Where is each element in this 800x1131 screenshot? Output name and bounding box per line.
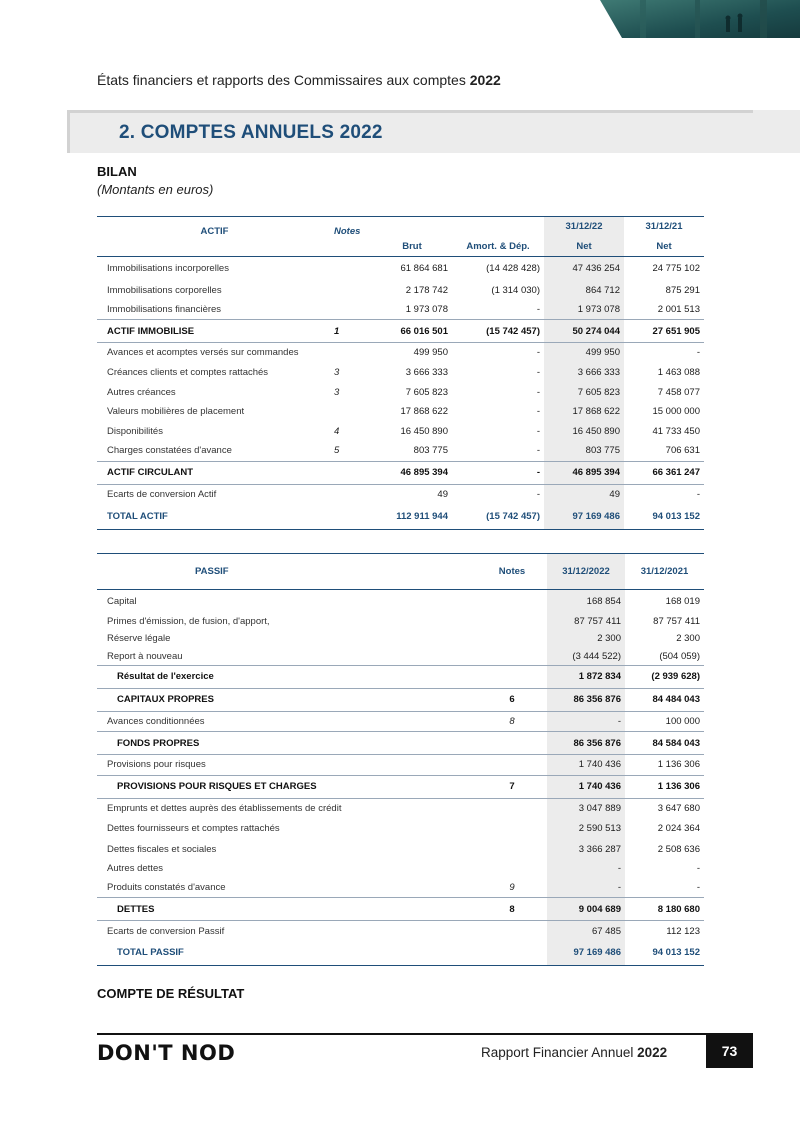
row-label: Provisions pour risques	[107, 759, 206, 771]
spacer	[97, 237, 332, 257]
row-net-current: 17 868 622	[544, 402, 624, 422]
actif-row	[97, 441, 704, 461]
actif-header-row-top	[97, 217, 704, 237]
row-net-previous: 706 631	[665, 445, 700, 457]
row-brut: 61 864 681	[400, 263, 448, 275]
actif-header-date-current: 31/12/22	[544, 217, 624, 237]
row-net-previous: 1 136 306	[657, 759, 700, 771]
section-header-bar	[67, 110, 800, 153]
row-net-current: 7 605 823	[544, 382, 624, 402]
passif-row	[97, 819, 704, 840]
actif-row	[97, 484, 704, 504]
row-notes	[332, 281, 372, 301]
row-label: TOTAL ACTIF	[107, 510, 168, 522]
row-net-current: 97 169 486	[544, 504, 624, 530]
row-net-previous: 84 484 043	[625, 688, 704, 711]
row-notes: 8	[477, 898, 547, 921]
passif-row	[97, 775, 704, 798]
passif-header-date-previous: 31/12/2021	[640, 566, 689, 577]
actif-header-net-previous: Net	[656, 240, 672, 252]
row-net-current: 1 740 436	[547, 775, 625, 798]
row-label: ACTIF IMMOBILISE	[97, 320, 332, 343]
company-logo: DON'T NOD	[97, 1041, 236, 1065]
row-net-previous: 3 647 680	[657, 803, 700, 814]
row-net-previous: (504 059)	[659, 650, 700, 662]
row-net-previous: 94 013 152	[652, 510, 700, 522]
passif-row	[97, 877, 704, 898]
row-label: PROVISIONS POUR RISQUES ET CHARGES	[97, 775, 477, 798]
row-amort: (15 742 457)	[452, 320, 544, 343]
actif-row	[97, 257, 704, 281]
row-net-current: 3 366 287	[547, 839, 625, 860]
passif-row	[97, 590, 704, 613]
row-net-current: 168 854	[547, 590, 625, 613]
actif-header-amort: Amort. & Dép.	[466, 240, 530, 252]
row-net-current: 86 356 876	[547, 732, 625, 755]
row-label: Immobilisations incorporelles	[107, 263, 229, 275]
row-notes	[477, 798, 547, 819]
row-net-current: 16 450 890	[544, 422, 624, 442]
row-net-current: -	[547, 860, 625, 878]
row-net-current: -	[547, 711, 625, 732]
row-notes: 3	[334, 366, 340, 378]
document-header-title: États financiers et rapports des Commissaires aux comptes	[97, 72, 466, 88]
row-notes	[477, 665, 547, 688]
row-notes	[332, 461, 372, 484]
passif-table	[97, 553, 704, 966]
row-notes	[477, 941, 547, 965]
row-amort: -	[536, 304, 540, 316]
row-net-previous: 84 584 043	[625, 732, 704, 755]
actif-header-row-bottom	[97, 237, 704, 257]
passif-header-label: PASSIF	[195, 566, 229, 577]
row-brut: 17 868 622	[400, 406, 448, 418]
row-net-current: 87 757 411	[547, 613, 625, 631]
row-notes	[332, 402, 372, 422]
passif-header-date-current: 31/12/2022	[547, 554, 625, 590]
passif-row	[97, 755, 704, 776]
row-notes: 9	[509, 881, 515, 893]
row-amort: -	[536, 445, 540, 457]
bilan-subtitle: (Montants en euros)	[97, 182, 214, 197]
row-label: Dettes fiscales et sociales	[107, 843, 217, 855]
row-notes: 7	[477, 775, 547, 798]
row-net-previous: -	[696, 347, 700, 359]
row-amort: -	[536, 366, 540, 378]
row-brut: 49	[437, 488, 448, 500]
spacer	[452, 217, 544, 237]
row-net-previous: 87 757 411	[653, 615, 700, 627]
actif-header-label: ACTIF	[200, 225, 229, 237]
row-net-previous: 66 361 247	[624, 461, 704, 484]
row-notes: 8	[509, 715, 515, 727]
row-notes	[477, 819, 547, 840]
row-label: Réserve légale	[107, 633, 171, 645]
row-brut: 1 973 078	[405, 304, 448, 316]
row-net-current: 1 973 078	[544, 300, 624, 320]
actif-row	[97, 320, 704, 343]
row-net-current: 9 004 689	[547, 898, 625, 921]
row-net-previous: 875 291	[665, 284, 700, 296]
row-net-previous: 41 733 450	[652, 425, 700, 437]
row-net-current: 3 047 889	[547, 798, 625, 819]
row-net-previous: 1 463 088	[657, 366, 700, 378]
row-net-current: 47 436 254	[544, 257, 624, 281]
row-label: Autres créances	[107, 386, 176, 398]
actif-row	[97, 422, 704, 442]
row-notes: 6	[477, 688, 547, 711]
row-notes	[477, 755, 547, 776]
row-label: Emprunts et dettes auprès des établissements de crédit	[107, 803, 342, 814]
row-net-current: 864 712	[544, 281, 624, 301]
actif-row	[97, 461, 704, 484]
row-label: Primes d'émission, de fusion, d'apport,	[107, 615, 270, 627]
row-notes	[332, 504, 372, 530]
actif-row	[97, 402, 704, 422]
row-net-previous: -	[696, 881, 700, 893]
row-label: CAPITAUX PROPRES	[97, 688, 477, 711]
row-notes	[477, 590, 547, 613]
row-net-previous: (2 939 628)	[625, 665, 704, 688]
row-net-previous: 7 458 077	[657, 386, 700, 398]
passif-row	[97, 665, 704, 688]
row-label: ACTIF CIRCULANT	[97, 461, 332, 484]
row-brut: 803 775	[413, 445, 448, 457]
row-net-previous: 27 651 905	[624, 320, 704, 343]
row-net-current: 1 872 834	[547, 665, 625, 688]
actif-header-net-current: Net	[544, 237, 624, 257]
actif-row	[97, 300, 704, 320]
row-brut: 499 950	[413, 347, 448, 359]
actif-row	[97, 363, 704, 383]
row-label: Résultat de l'exercice	[97, 665, 477, 688]
row-amort: -	[536, 406, 540, 418]
row-amort: (1 314 030)	[491, 284, 540, 296]
row-net-previous: 24 775 102	[652, 263, 700, 275]
row-notes: 4	[334, 425, 340, 437]
row-label: Créances clients et comptes rattachés	[107, 366, 269, 378]
row-net-previous: 94 013 152	[652, 947, 700, 959]
row-brut: 2 178 742	[405, 284, 448, 296]
passif-header-notes: Notes	[498, 566, 526, 577]
row-label: Dettes fournisseurs et comptes rattachés	[107, 823, 280, 835]
section-title: 2. COMPTES ANNUELS 2022	[119, 122, 383, 143]
row-notes	[332, 300, 372, 320]
passif-row	[97, 839, 704, 860]
passif-row	[97, 798, 704, 819]
row-net-current: 1 740 436	[547, 755, 625, 776]
row-notes	[332, 343, 372, 363]
row-notes	[477, 921, 547, 942]
row-net-current: 67 485	[547, 921, 625, 942]
row-label: Avances et acomptes versés sur commandes	[107, 347, 299, 359]
row-net-previous: 112 123	[666, 925, 700, 937]
row-net-previous: 168 019	[665, 595, 700, 607]
footer-title-year: 2022	[637, 1045, 668, 1060]
passif-row	[97, 732, 704, 755]
row-label: Charges constatées d'avance	[107, 445, 232, 457]
bilan-title: BILAN	[97, 164, 137, 179]
row-label: Autres dettes	[107, 862, 163, 874]
row-net-current: 2 590 513	[547, 819, 625, 840]
row-notes	[332, 257, 372, 281]
row-net-previous: 8 180 680	[625, 898, 704, 921]
row-net-current: 97 169 486	[547, 941, 625, 965]
spacer	[372, 217, 452, 237]
row-net-current: 499 950	[544, 343, 624, 363]
row-notes: 1	[332, 320, 372, 343]
row-notes	[477, 630, 547, 648]
row-net-current: -	[547, 877, 625, 898]
row-notes	[477, 839, 547, 860]
passif-row	[97, 860, 704, 878]
row-brut: 7 605 823	[405, 386, 448, 398]
row-net-current: 50 274 044	[544, 320, 624, 343]
passif-row	[97, 630, 704, 648]
row-net-previous: -	[696, 862, 700, 874]
row-net-previous: 2 024 364	[657, 823, 700, 835]
row-net-previous: 100 000	[665, 715, 700, 727]
footer-title	[481, 1045, 667, 1060]
header-banner-image	[600, 0, 800, 38]
row-net-previous: 2 300	[676, 633, 700, 645]
actif-row	[97, 504, 704, 530]
row-notes: 3	[334, 386, 340, 398]
row-net-current: 49	[544, 484, 624, 504]
row-amort: -	[536, 347, 540, 359]
row-net-current: 3 666 333	[544, 363, 624, 383]
row-label: Immobilisations financières	[107, 304, 222, 316]
actif-header-notes: Notes	[334, 225, 361, 237]
row-label: Ecarts de conversion Passif	[107, 925, 225, 937]
row-net-previous: 2 508 636	[657, 843, 700, 855]
row-label: Ecarts de conversion Actif	[107, 488, 217, 500]
actif-header-date-previous: 31/12/21	[645, 221, 683, 233]
row-label: Produits constatés d'avance	[107, 881, 226, 893]
passif-row	[97, 898, 704, 921]
row-label: TOTAL PASSIF	[117, 947, 184, 959]
row-brut: 3 666 333	[405, 366, 448, 378]
row-label: Capital	[107, 595, 137, 607]
row-net-current: 2 300	[547, 630, 625, 648]
actif-row	[97, 382, 704, 402]
actif-header-brut: Brut	[402, 240, 422, 252]
passif-row	[97, 921, 704, 942]
row-amort: -	[536, 425, 540, 437]
actif-row	[97, 343, 704, 363]
row-amort: -	[452, 461, 544, 484]
row-net-current: 46 895 394	[544, 461, 624, 484]
row-notes: 5	[334, 445, 340, 457]
row-label: Valeurs mobilières de placement	[107, 406, 245, 418]
footer-divider	[97, 1033, 753, 1035]
row-net-previous: -	[696, 488, 700, 500]
row-notes	[332, 484, 372, 504]
document-header	[97, 72, 501, 88]
row-label: Disponibilités	[107, 425, 163, 437]
row-amort: -	[536, 488, 540, 500]
passif-row	[97, 688, 704, 711]
row-notes	[477, 648, 547, 666]
row-label: FONDS PROPRES	[97, 732, 477, 755]
row-label: Avances conditionnées	[107, 715, 205, 727]
passif-header-row	[97, 554, 704, 590]
row-amort: -	[536, 386, 540, 398]
spacer	[332, 237, 372, 257]
row-notes	[477, 860, 547, 878]
row-net-current: 86 356 876	[547, 688, 625, 711]
passif-row	[97, 613, 704, 631]
row-notes	[477, 732, 547, 755]
footer-title-text: Rapport Financier Annuel	[481, 1045, 634, 1060]
row-amort: (15 742 457)	[486, 510, 540, 522]
row-label: DETTES	[97, 898, 477, 921]
row-notes	[477, 613, 547, 631]
actif-row	[97, 281, 704, 301]
row-net-previous: 15 000 000	[652, 406, 700, 418]
row-net-current: 803 775	[544, 441, 624, 461]
row-net-previous: 1 136 306	[625, 775, 704, 798]
row-label: Immobilisations corporelles	[107, 284, 222, 296]
row-brut: 66 016 501	[372, 320, 452, 343]
row-net-previous: 2 001 513	[657, 304, 700, 316]
document-header-year: 2022	[469, 72, 501, 88]
page-number: 73	[706, 1034, 753, 1068]
row-brut: 112 911 944	[396, 510, 448, 522]
row-brut: 46 895 394	[372, 461, 452, 484]
compte-de-resultat-title: COMPTE DE RÉSULTAT	[97, 986, 245, 1001]
row-net-current: (3 444 522)	[547, 648, 625, 666]
passif-row	[97, 648, 704, 666]
actif-table	[97, 216, 704, 530]
row-label: Report à nouveau	[107, 650, 183, 662]
row-amort: (14 428 428)	[486, 263, 540, 275]
passif-row	[97, 941, 704, 965]
passif-row	[97, 711, 704, 732]
row-brut: 16 450 890	[400, 425, 448, 437]
